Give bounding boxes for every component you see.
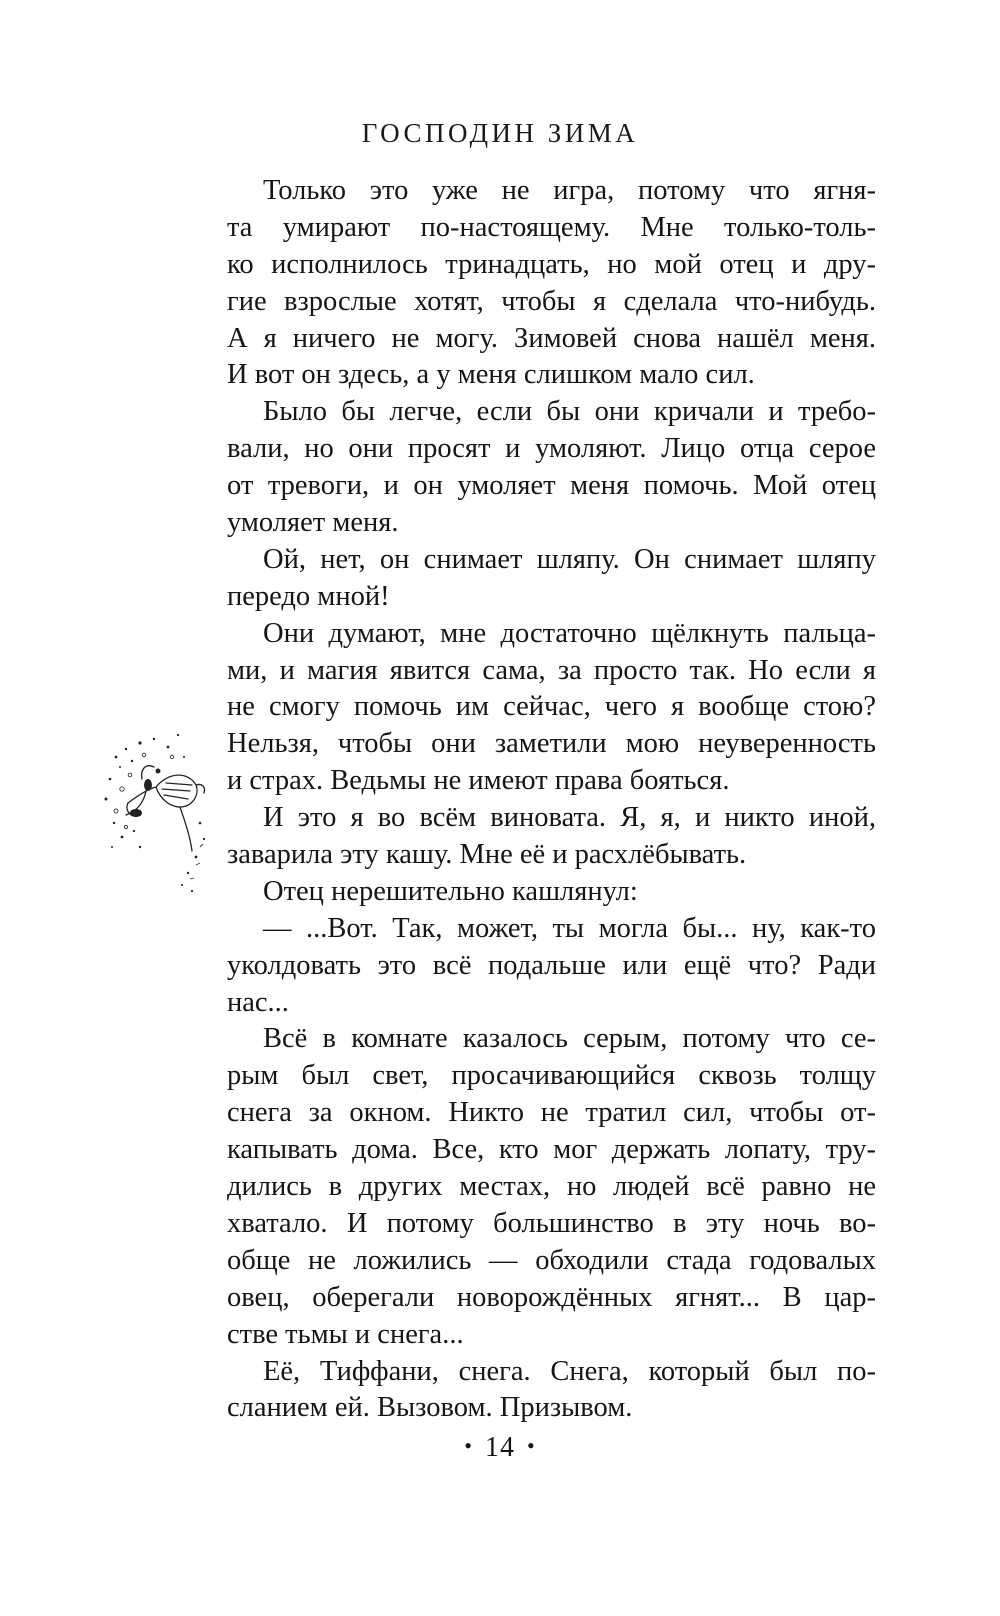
text-line: вали, но они просят и умоляют. Лицо отца серое — [227, 433, 876, 465]
folio-bullet-left: • — [464, 1433, 473, 1458]
page-number: 14 — [485, 1432, 515, 1463]
text-line: не смогу помочь им сейчас, чего я вообще стою? — [227, 691, 876, 723]
text-line: овец, оберегали новорождённых ягнят... В цар- — [227, 1281, 876, 1313]
text-line: Её, Тиффани, снега. Снега, который был по- — [263, 1355, 876, 1387]
text-line: гие взрослые хотят, чтобы я сделала что-нибудь. — [227, 285, 876, 317]
text-line: Было бы легче, если бы они кричали и требо- — [263, 396, 876, 428]
text-line: нас... — [227, 986, 289, 1018]
snowflake-fairy-illustration-icon — [96, 727, 214, 897]
text-line: капывать дома. Все, кто мог держать лопату, тру- — [227, 1134, 876, 1166]
text-line: та умирают по-настоящему. Мне только-толь- — [227, 211, 876, 243]
text-line: уколдовать это всё подальше или ещё что? Ради — [227, 949, 876, 981]
text-line: А я ничего не могу. Зимовей снова нашёл меня. — [227, 322, 876, 354]
text-line: ми, и магия явится сама, за просто так. Но если я — [227, 654, 876, 686]
text-line: стве тьмы и снега... — [227, 1318, 464, 1350]
page-number-footer — [0, 1432, 1000, 1464]
text-line: рым был свет, просачивающийся сквозь толщу — [227, 1060, 876, 1092]
text-line: Ой, нет, он снимает шляпу. Он снимает шляпу — [263, 543, 876, 575]
text-line: И вот он здесь, а у меня слишком мало сил. — [227, 359, 755, 391]
text-line: Нельзя, чтобы они заметили мою неуверенность — [227, 728, 876, 760]
text-line: умоляет меня. — [227, 507, 399, 539]
text-line: сланием ей. Вызовом. Призывом. — [227, 1392, 633, 1424]
text-line: Они думают, мне достаточно щёлкнуть пальца- — [263, 617, 876, 649]
text-line: И это я во всём виновата. Я, я, и никто иной, — [263, 802, 876, 834]
text-line: ко исполнилось тринадцать, но мой отец и дру- — [227, 248, 876, 280]
running-title: ГОСПОДИН ЗИМА — [361, 118, 639, 148]
text-line: заварила эту кашу. Мне её и расхлёбывать. — [227, 839, 747, 871]
text-line: от тревоги, и он умоляет меня помочь. Мой отец — [227, 470, 876, 502]
text-line: — ...Вот. Так, может, ты могла бы... ну, как-то — [263, 912, 876, 944]
text-line: дились в других местах, но людей всё равно не — [227, 1171, 876, 1203]
folio-bullet-right: • — [527, 1433, 536, 1458]
body-text — [227, 173, 876, 1427]
text-line: снега за окном. Никто не тратил сил, чтобы от- — [227, 1097, 876, 1129]
text-line: хватало. И потому большинство в эту ночь во- — [227, 1207, 876, 1239]
text-line: и страх. Ведьмы не имеют права бояться. — [227, 765, 730, 797]
text-line: передо мной! — [227, 580, 390, 612]
text-line: обще не ложились — обходили стада годовалых — [227, 1244, 876, 1276]
text-line: Отец нерешительно кашлянул: — [263, 875, 638, 907]
text-line: Всё в комнате казалось серым, потому что се- — [263, 1023, 876, 1055]
text-line: Только это уже не игра, потому что ягня- — [263, 175, 876, 206]
